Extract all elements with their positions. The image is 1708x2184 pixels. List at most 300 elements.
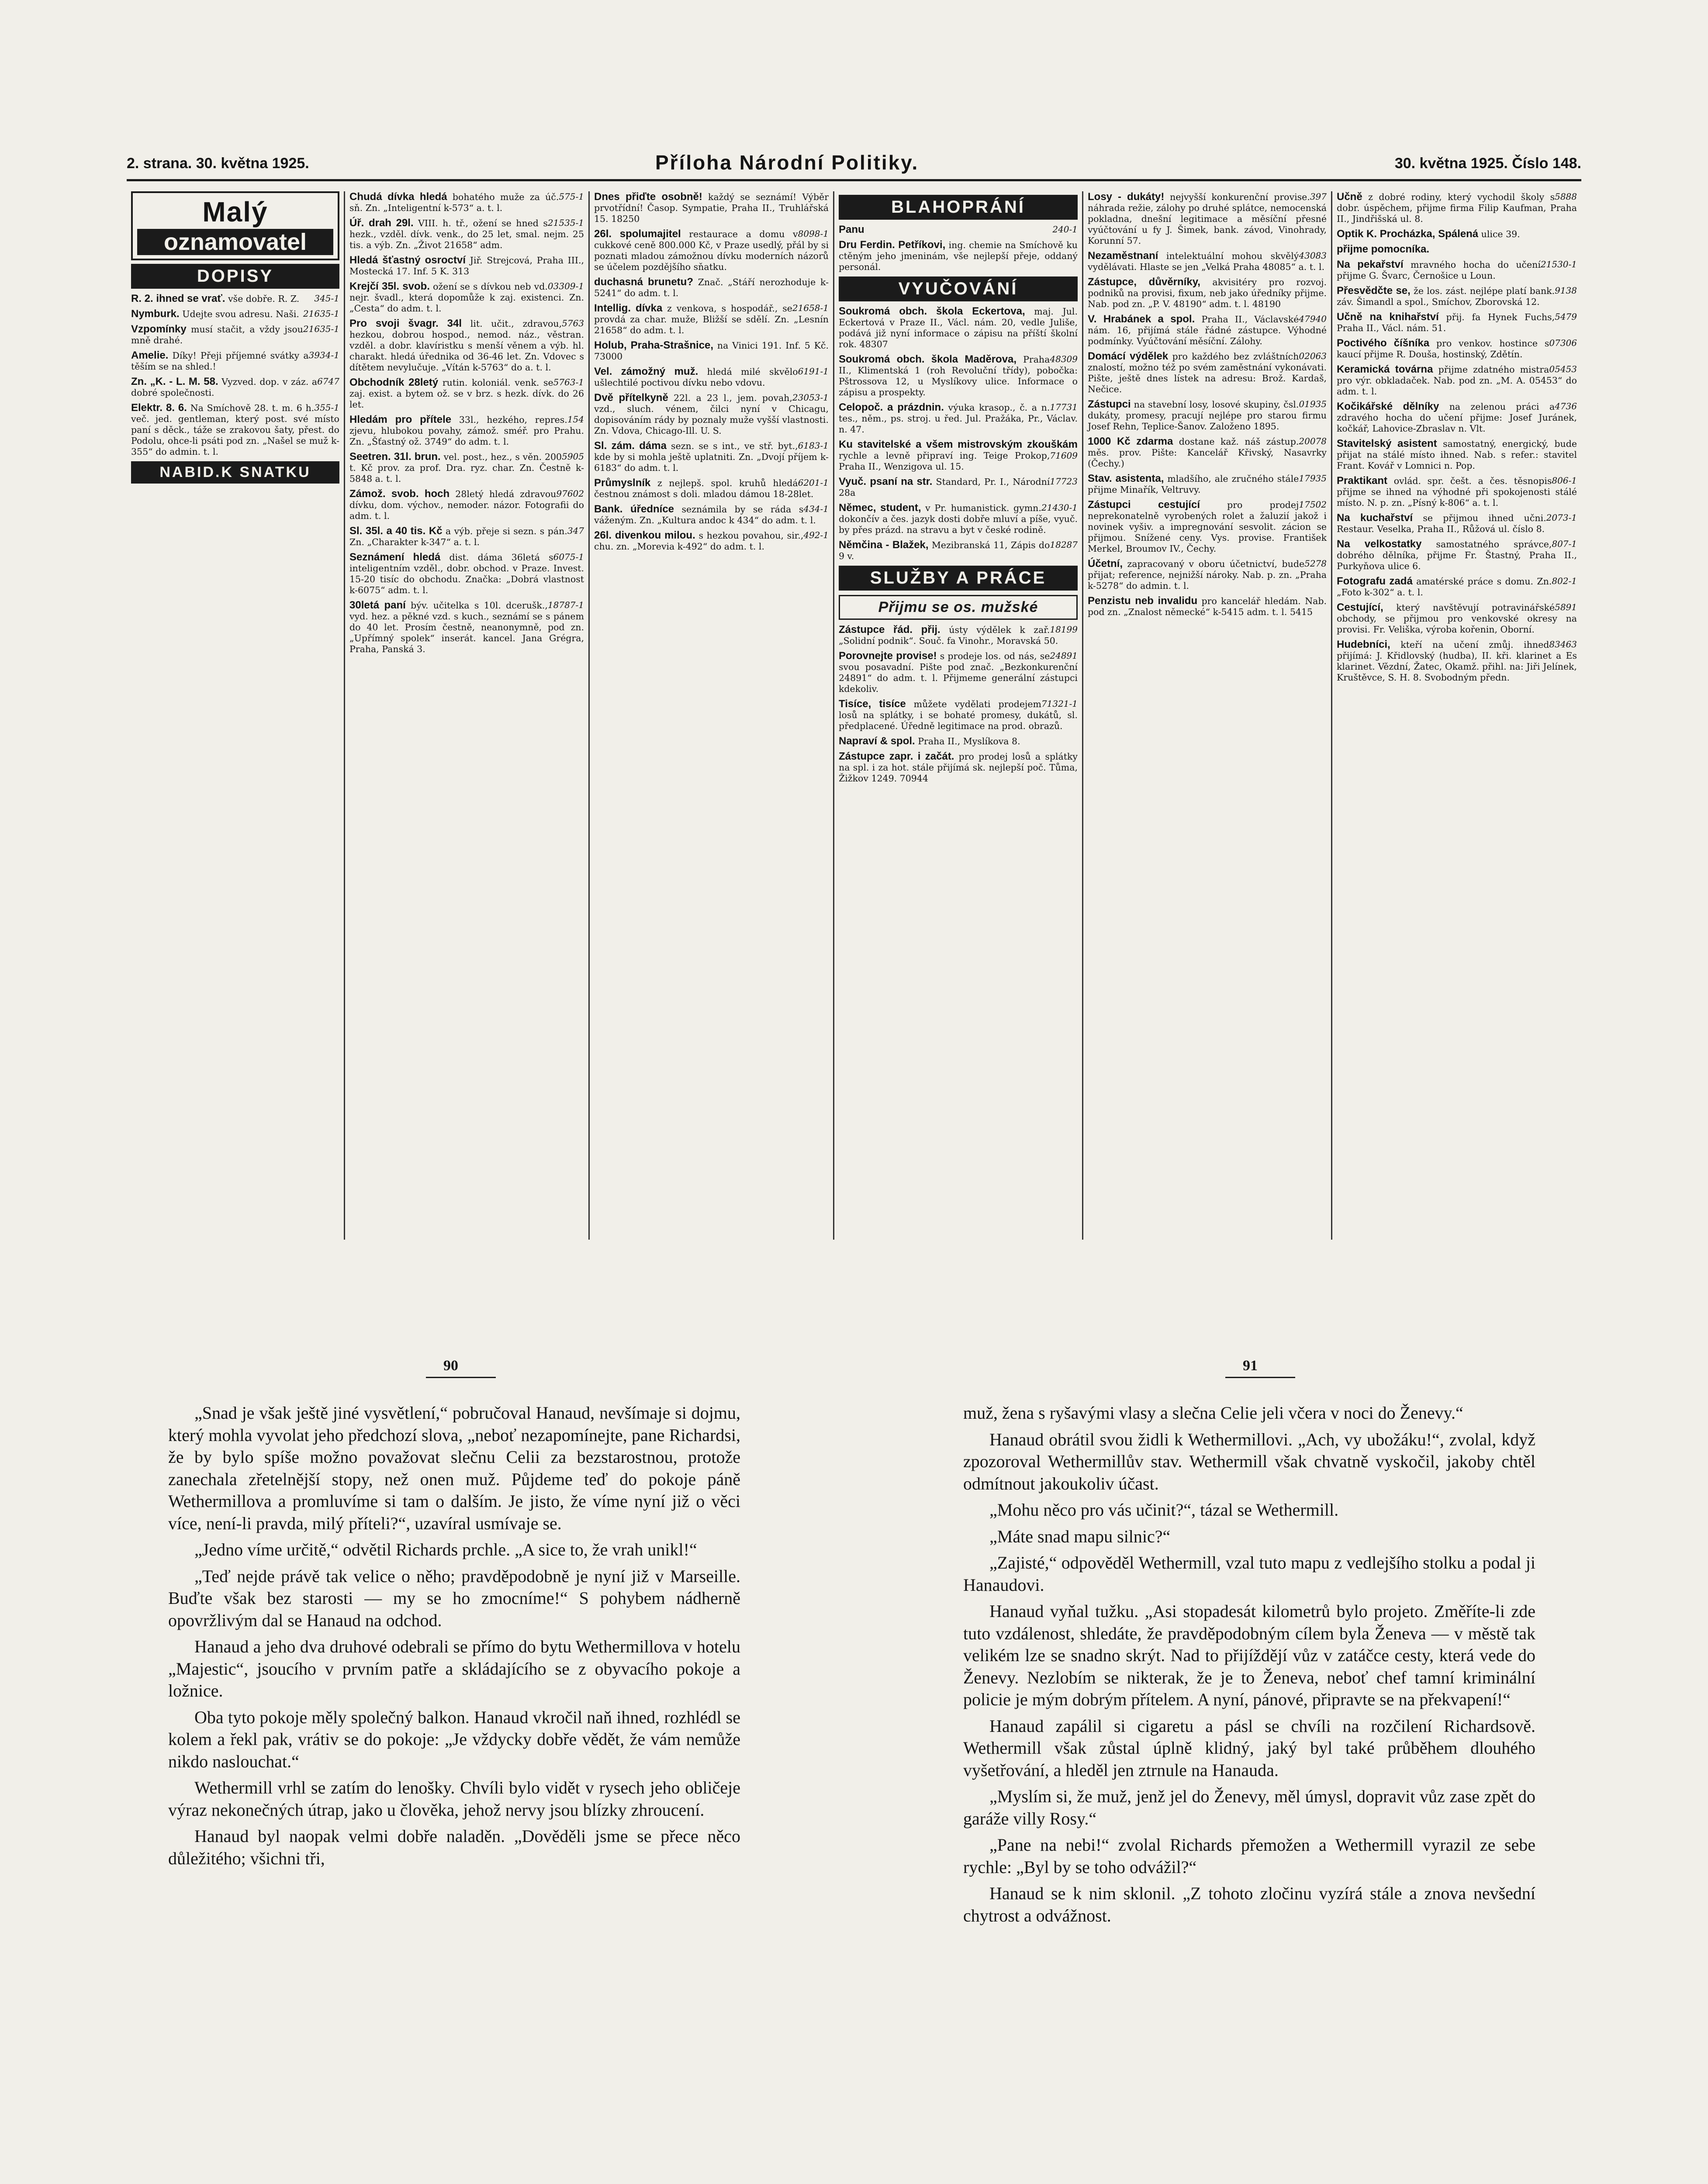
ad-headline: 1000 Kč zdarma bbox=[1088, 435, 1173, 447]
ad-number: 21535-1 bbox=[547, 218, 584, 228]
ad-headline: Vzpomínky bbox=[131, 323, 187, 335]
classified-ad bbox=[594, 477, 829, 500]
ad-text: nejvyšší konkurenční provise. náhrada režie, zálohy po druhé splátce, nemocenská pokladna, dnešní legitimace a měsíční přesné vyúčtování u fy J. Šimek, bank. závod, Vinohrady, Korunní 57. bbox=[1088, 192, 1327, 246]
ad-text: ovlád. spr. češt. a čes. těsnopis přijme se ihned na výhodné při spokojenosti stálé místo. N. p. zn. „Písný k-806“ a. t. l. bbox=[1337, 476, 1577, 508]
classified-ad bbox=[594, 504, 829, 526]
classified-ad bbox=[131, 293, 339, 304]
ad-headline: Ku stavitelské a všem mistrovským zkouškám bbox=[839, 439, 1078, 450]
classified-ad bbox=[594, 228, 829, 273]
ad-headline: Nymburk. bbox=[131, 308, 180, 320]
ad-number: 5763-1 bbox=[553, 377, 584, 387]
ad-headline: Fotografu zadá bbox=[1337, 575, 1413, 587]
ad-text: pro kancelář hledám. Nab. pod zn. „Znalost německé“ k-5415 adm. t. l. 5415 bbox=[1088, 596, 1327, 617]
ad-list bbox=[839, 306, 1078, 562]
ad-headline: Zámož. svob. hoch bbox=[349, 488, 450, 500]
header-left: 2. strana. 30. května 1925. bbox=[127, 155, 309, 172]
ad-number: 807-1 bbox=[1552, 539, 1577, 549]
ad-text: dostane kaž. náš zástup. měs. prov. Pište: Kancelář Křivský, Nasavrky (Čechy.) bbox=[1088, 436, 1327, 469]
page-number-left: 90 bbox=[443, 1358, 458, 1374]
ad-headline: Panu bbox=[839, 224, 864, 235]
story-paragraph: „Mohu něco pro vás učinit?“, tázal se Wethermill. bbox=[989, 1500, 1339, 1520]
classified-ad bbox=[1088, 595, 1327, 618]
ad-text: Na Smíchově 28. t. m. 6 h. več. jed. gentleman, který post. své místo paní s děck., táže se zrakovou šaty, přest. do Podolu, ohce-li psáti pod zn. „Našel se muž k-355“ do admin. t. l. bbox=[131, 403, 339, 457]
classified-ad bbox=[1337, 438, 1577, 471]
ad-text: amatérské práce s domu. Zn. „Foto k-302“ a. t. l. bbox=[1337, 576, 1552, 598]
ad-headline: R. 2. ihned se vrať. bbox=[131, 293, 225, 304]
classified-ad bbox=[131, 324, 339, 346]
ad-text: ing. chemie na Smíchově ku ctěným jeho jmeninám, vše nejlepší přeje, oddaný personál. bbox=[839, 240, 1078, 272]
ad-number: 21635-1 bbox=[303, 308, 339, 319]
ad-text: Mezibranská 11, Zápis do 9 v. bbox=[839, 540, 1050, 561]
classified-ad bbox=[839, 539, 1078, 562]
story-paragraph: Hanaud vyňal tužku. „Asi stopadesát kilometrů bylo projeto. Změříte-li zde tuto vzdálenost, shledáte, že pravděpodobným cílem byla Ženeva — v městě tak velikém lze se snadno skrýt. Nad to přijíždějí vůz v zatáčce cesty, která vede do Ženevy. Nezlobím se nikterak, že je to Ženeva, neboť chef tamní kriminální policie je mým dobrým přítelem. A nyní, pánové, připravte se na překvapení!“ bbox=[963, 1601, 1535, 1709]
classified-column-6 bbox=[1332, 191, 1581, 1240]
ad-headline: Úř. drah 29l. bbox=[349, 217, 414, 229]
ad-text: pro prodej neprekonatelně vyrobených rolet a žaluzií jakož i novinek vyšiv. a impregnování sesvolit. zácion se přijmou. Snížené ceny. Vys. provise. František Merkel, Broumov IV., Čechy. bbox=[1088, 500, 1327, 554]
ad-number: 6075-1 bbox=[553, 552, 584, 562]
ad-text: dist. dáma 36letá s inteligentním vzděl., dobr. obchod. v Praze. Invest. 15-20 tisíc do obchodu. Značka: „Dobrá vlastnost k-6075“ adm. t. l. bbox=[349, 552, 584, 595]
section-blahoprani: BLAHOPRÁNÍ bbox=[839, 195, 1078, 220]
ad-text: 28letý hledá zdravou dívku, dom. výchov., nemoder. názor. Fotografii do adm. t. l. bbox=[349, 489, 584, 521]
classified-ad bbox=[349, 451, 584, 484]
ad-number: 47940 bbox=[1299, 314, 1327, 324]
ad-headline: Dru Ferdin. Petříkovi, bbox=[839, 239, 946, 251]
ad-number: 18199 bbox=[1050, 624, 1078, 635]
section-vyucovani: VYUČOVÁNÍ bbox=[839, 276, 1078, 301]
classified-ad bbox=[1337, 285, 1577, 308]
ad-number: 434-1 bbox=[803, 504, 829, 514]
ad-headline: Vel. zámožný muž. bbox=[594, 366, 698, 377]
ad-headline: Sl. 35l. a 40 tis. Kč bbox=[349, 525, 443, 537]
ad-list bbox=[1337, 191, 1577, 683]
classified-column-3 bbox=[590, 191, 834, 1240]
classified-ad bbox=[1337, 244, 1577, 255]
ad-number: 240-1 bbox=[1052, 224, 1078, 235]
ad-text: zapracovaný v oboru účetnictví, bude přijat; reference, nejnižší nároky. Nab. p. zn. „Praha k-5278“ do admin. t. l. bbox=[1088, 559, 1327, 591]
ad-headline: Hledám pro přítele bbox=[349, 414, 452, 425]
ad-text: na Vinici 191. Inf. 5 Kč. 73000 bbox=[594, 340, 829, 362]
ad-text: výuka krasop., č. a n. tes., něm., ps. stroj. u řed. Jul. Pražáka, Pr., Václav. n. 47. bbox=[839, 402, 1078, 435]
story-right-column bbox=[963, 1402, 1535, 1931]
ad-text: mladšího, ale zručného stále přijme Minařík, Veltruvy. bbox=[1088, 473, 1299, 495]
ad-headline: Seznámení hledá bbox=[349, 551, 441, 563]
ad-headline: Obchodník 28letý bbox=[349, 377, 439, 388]
classified-ad bbox=[839, 698, 1078, 732]
classified-ad bbox=[349, 281, 584, 314]
ad-text: Udejte svou adresu. Naši. bbox=[179, 309, 299, 319]
classified-ad bbox=[839, 502, 1078, 536]
ad-text: z nejlepš. spol. kruhů hledá čestnou známost s doli. mladou dámou 18-28let. bbox=[594, 478, 814, 499]
ad-text: ulice 39. bbox=[1478, 229, 1520, 239]
ad-number: 83463 bbox=[1549, 639, 1577, 650]
classified-ad bbox=[1088, 558, 1327, 591]
classifieds-area bbox=[127, 191, 1581, 1240]
ad-number: 5905 bbox=[562, 451, 584, 462]
ad-headline: Penzistu neb invalidu bbox=[1088, 595, 1198, 607]
ad-headline: Stavitelský asistent bbox=[1337, 438, 1437, 449]
classified-ad bbox=[594, 366, 829, 388]
ad-text: že los. zást. nejlépe platí bank. záv. Šimandl a spol., Smíchov, Zborovská 12. bbox=[1337, 286, 1555, 307]
story-paragraph: „Jedno víme určitě,“ odvětil Richards prchle. „A sice to, že vrah unikl!“ bbox=[194, 1540, 697, 1559]
ad-headline: Napraví & spol. bbox=[839, 735, 915, 747]
ad-text: pro venkov. hostince s kaucí přijme R. Douša, hostinský, Zdětín. bbox=[1337, 338, 1549, 359]
story-paragraph: „Myslím si, že muž, jenž jel do Ženevy, měl úmysl, dopravit vůz zase zpět do garáže villy Rosy.“ bbox=[963, 1787, 1535, 1828]
ad-number: 8098-1 bbox=[798, 228, 829, 239]
classified-ad bbox=[594, 392, 829, 436]
story-paragraph: Hanaud zapálil si cigaretu a pásl se chvíli na rozčilení Richardsově. Wethermill však zůstal úplně klidný, jaký byl také průběhem dlouhého vyšetřování, a hleděl jen ztrnule na Hanauda. bbox=[963, 1716, 1535, 1780]
ad-text: s prodeje los. od nás, se svou posavadní. Pište pod znač. „Bezkonkurenční 24891“ do adm. t. l. Přijmeme generální zástupci kdekoliv. bbox=[839, 651, 1078, 694]
ad-text: vel. post., hez., s věn. 200 t. Kč prov. za prof. Dra. ryz. char. Zn. Čestně k-5848 a. t. l. bbox=[349, 452, 584, 484]
ad-text: na stavební losy, losové skupiny, čsl. dukáty, promesy, pracují nejlépe pro starou firmu Josef Rehn, Teplice-Šanov. Založeno 1895. bbox=[1088, 399, 1327, 432]
ad-headline: Dvě přítelkyně bbox=[594, 392, 668, 404]
ad-headline: Zástupce, důvěrníky, bbox=[1088, 276, 1200, 288]
classified-ad bbox=[1088, 250, 1327, 273]
ad-text: vše dobře. R. Z. bbox=[225, 294, 300, 304]
ad-number: 4736 bbox=[1555, 401, 1577, 411]
classified-ad bbox=[1337, 228, 1577, 240]
ad-text: restaurace a domu v cukkové ceně 800.000 Kč, v Praze usedlý, přál by si poznati mladou zámožnou dívku moderních názorů se účelem pozdějšího sňatku. bbox=[594, 229, 829, 272]
ad-headline: Pro svoji švagr. 34l bbox=[349, 318, 462, 329]
ad-number: 18287 bbox=[1050, 539, 1078, 550]
ad-number: 17502 bbox=[1299, 499, 1327, 510]
ad-headline: Němec, student, bbox=[839, 502, 921, 514]
maly-oznamovatel-logo bbox=[131, 191, 339, 260]
ad-headline: Sl. zám. dáma bbox=[594, 440, 667, 452]
ad-text: z venkova, s hospodář., se provdá za char. muže, Bližší se sdělí. Zn. „Lesnín 21658“ do adm. t. l. bbox=[594, 303, 829, 335]
ad-headline: Učně na knihařství bbox=[1337, 311, 1439, 323]
ad-text: který navštěvují potravinářské obchody, se přijmou pro venkovské okresy na provisi. Fr. Veliška, výroba kořenin, Oborní. bbox=[1337, 602, 1577, 635]
ad-number: 5479 bbox=[1555, 311, 1577, 322]
ad-number: 492-1 bbox=[803, 530, 829, 540]
ad-text: v Pr. humanistick. gymn. dokončív a čes. jazyk dosti dobře mluví a píše, vyuč. by přes prázd. na stravu a byt v české rodině. bbox=[839, 503, 1078, 535]
ad-text: samostatného správce, dobrého dělníka, přijme Fr. Štastný, Praha II., Purkyňova ulice 6. bbox=[1337, 539, 1577, 571]
ad-headline: Optik K. Procházka, Spálená bbox=[1337, 228, 1479, 240]
ad-headline: Amelie. bbox=[131, 349, 169, 361]
classified-ad bbox=[594, 530, 829, 552]
ad-text: na zelenou práci a zdravého hocha do učení přijme: Josef Juránek, kočkář, Lahovice-Zbraslav n. Vlt. bbox=[1337, 401, 1577, 434]
ad-number: 347 bbox=[567, 525, 584, 536]
header-title: Příloha Národní Politiky. bbox=[655, 151, 919, 174]
ad-text: kteří na učení zmůj. ihned přijímá: J. Křidlovský (hudba), II. kři. klarinet a Es klarinet. Vězdní, Žatec, Okamž. přihl. na: Jiři Jelínek, Kruštěvce, S. H. 8. Svobodným předn. bbox=[1337, 639, 1577, 683]
logo-line-2: oznamovatel bbox=[137, 229, 333, 255]
story-paragraph: „Pane na nebi!“ zvolal Richards přemožen a Wethermill vyrazil ze sebe rychle: „Byl by se toho odvážil?“ bbox=[963, 1835, 1535, 1877]
classified-ad bbox=[131, 350, 339, 372]
ad-list bbox=[1088, 191, 1327, 618]
ad-number: 24891 bbox=[1050, 650, 1078, 661]
ad-number: 43083 bbox=[1299, 250, 1327, 261]
ad-headline: Bank. úředníce bbox=[594, 503, 674, 515]
classified-ad bbox=[349, 191, 584, 214]
ad-text: Praha II., Klimentská 1 (roh Revoluční třídy), pobočka: Pštrossova 12, u Myslíkovy ulice. Informace o zápisu a prospekty. bbox=[839, 354, 1078, 397]
ad-number: 6747 bbox=[317, 376, 339, 387]
ad-text: Znač. „Stáří nerozhoduje k-5241“ do adm. t. l. bbox=[594, 277, 829, 298]
classified-ad bbox=[1088, 473, 1327, 495]
ad-text: Vyzved. dop. v záz. a dobré společnosti. bbox=[131, 377, 318, 398]
classified-ad bbox=[349, 255, 584, 277]
classified-ad bbox=[594, 440, 829, 473]
ad-headline: Zástupci cestující bbox=[1088, 499, 1200, 511]
ad-list bbox=[839, 224, 1078, 273]
story-paragraph: „Snad je však ještě jiné vysvětlení,“ pobručoval Hanaud, nevšímaje si dojmu, který mohla vyvolat jeho předchozí slova, „neboť nezapomínejte, pane Richardsi, že by bylo spíše možno považovat slečnu Celii za bezstarostnou, protože zanechala zřetelnější stopy, než onen muž. Půjdeme teď do pokoje páně Wethermillova a promluvíme si tam o dalším. Je jisto, že víme nyní již o věci více, není-li pravda, milý příteli?“, uzavíral usmívaje se. bbox=[168, 1403, 740, 1533]
classified-ad bbox=[131, 308, 339, 320]
classified-ad bbox=[839, 306, 1078, 350]
ad-headline: Na pekařství bbox=[1337, 259, 1404, 270]
ad-headline: Učně bbox=[1337, 191, 1362, 203]
ad-text: Praha II., Myslíkova 8. bbox=[915, 736, 1020, 746]
ad-headline: Seetren. 31l. brun. bbox=[349, 451, 441, 463]
ad-text: býv. učitelka s 10l. dcerušk., vyd. hez. a pěkné vzd. s kuch., seznámí se s pánem do 40 let. Prosím čestně, neanonymně, pod zn. „Upřímný spolek“ inserát. kancel. Jana Grégra, Praha, Panská 3. bbox=[349, 600, 584, 654]
ad-headline: Stav. asistenta, bbox=[1088, 473, 1164, 484]
story-paragraph: Hanaud a jeho dva druhové odebrali se přímo do bytu Wethermillova v hotelu „Majestic“, jsoucího v prvním patře a skládajícího se z obyvacího pokoje a ložnice. bbox=[168, 1637, 740, 1700]
ad-number: 21530-1 bbox=[1540, 259, 1577, 270]
ad-number: 03309-1 bbox=[547, 281, 584, 291]
classified-ad bbox=[349, 600, 584, 655]
ad-text: seznámila by se ráda s váženým. Zn. „Kultura andoc k 434“ do adm. t. l. bbox=[594, 504, 816, 525]
ad-text: akvisitéry pro rozvoj. podniků na provisi, fixum, neb jako úředníky přijme. Nab. pod zn. „P. V. 48190“ adm. t. l. 48190 bbox=[1088, 277, 1327, 309]
ad-headline: Vyuč. psaní na str. bbox=[839, 476, 933, 487]
ad-number: 5763 bbox=[562, 318, 584, 328]
ad-number: 575-1 bbox=[559, 191, 584, 202]
classified-ad bbox=[1337, 639, 1577, 683]
story-paragraph: Oba tyto pokoje měly společný balkon. Hanaud vkročil naň ihned, rozhlédl se kolem a řekl pak, vrátiv se do pokoje: „Je vždycky dobře vědět, že vám nemůže nikdo naslouchat.“ bbox=[168, 1707, 740, 1771]
ad-text: ústy výdělek k zař. „Solidní podnik“. Souč. fa Vinohr., Moravská 50. bbox=[839, 625, 1058, 646]
classified-ad bbox=[349, 525, 584, 548]
ad-text: rutin. koloniál. venk. se zaj. exist. a bytem ož. se v brz. s hezk. dívk. do 26 let. bbox=[349, 377, 584, 410]
ad-number: 23053-1 bbox=[792, 392, 829, 403]
story-paragraph: „Zajisté,“ odpověděl Wethermill, vzal tuto mapu z vedlejšího stolku a podal ji Hanaudovi. bbox=[963, 1553, 1535, 1595]
page-number-right: 91 bbox=[1243, 1358, 1258, 1374]
classified-ad bbox=[839, 439, 1078, 472]
classified-ad bbox=[594, 191, 829, 225]
ad-headline: 26l. spolumajitel bbox=[594, 228, 681, 240]
ad-text: mravného hocha do učení přijme G. Švarc, Černošice u Loun. bbox=[1337, 259, 1541, 281]
classified-ad bbox=[1337, 602, 1577, 635]
ad-text: přij. fa Hynek Fuchs, Praha II., Václ. nám. 51. bbox=[1337, 312, 1555, 333]
ad-text: intelektuální mohou skvělý vydělávati. Hlaste se jen „Velká Praha 48085“ a. t. l. bbox=[1088, 251, 1325, 272]
classified-ad bbox=[1088, 314, 1327, 347]
classified-ad bbox=[1337, 512, 1577, 535]
ad-headline: Tisíce, tisíce bbox=[839, 698, 906, 710]
ad-number: 17723 bbox=[1050, 476, 1078, 487]
section-sluzby: SLUŽBY A PRÁCE bbox=[839, 566, 1078, 591]
ad-text: sezn. se s int., ve stř. byt., kde by si mohla ještě uplatniti. Zn. „Dvojí příjem k-6183“ do adm. t. l. bbox=[594, 441, 829, 473]
story-paragraph: Hanaud byl naopak velmi dobře naladěn. „Dověděli jsme se přece něco důležitého; všichni tři, bbox=[168, 1826, 740, 1868]
ad-headline: Chudá dívka hledá bbox=[349, 191, 447, 203]
ad-headline: Kočikářské dělníky bbox=[1337, 401, 1439, 412]
story-left-column bbox=[168, 1402, 740, 1874]
ad-text: Standard, Pr. I., Národní 28a bbox=[839, 477, 1050, 498]
ad-headline: Krejčí 35l. svob. bbox=[349, 280, 430, 292]
ad-headline: Soukromá obch. škola Maděrova, bbox=[839, 353, 1017, 365]
story-paragraph: „Teď nejde právě tak velice o něho; pravděpodobně je nyní již v Marseille. Buďte však bez starosti — my se ho zmocníme!“ S pohybem nádherně opovržlivým dal se Hanaud na odchod. bbox=[168, 1566, 740, 1630]
ad-number: 01935 bbox=[1299, 399, 1327, 409]
ad-number: 20078 bbox=[1299, 436, 1327, 446]
ad-number: 5888 bbox=[1555, 191, 1577, 202]
ad-headline: Porovnejte provise! bbox=[839, 650, 937, 662]
classified-ad bbox=[839, 239, 1078, 273]
classified-ad bbox=[349, 377, 584, 410]
classified-ad bbox=[1337, 364, 1577, 397]
page-number-rule-right bbox=[1225, 1377, 1295, 1378]
ad-list bbox=[594, 191, 829, 552]
story-paragraph: Hanaud se k nim sklonil. „Z tohoto zločinu vyzírá stále a znova nevšední chytrost a odvážnost. bbox=[963, 1883, 1535, 1925]
ad-headline: Nezaměstnaní bbox=[1088, 250, 1158, 262]
classified-ad bbox=[349, 318, 584, 373]
ad-text: VIII. h. tř., ožení se hned s hezk., vzděl. dívk. venk., do 25 let, smal. nejm. 25 tis. a výb. Zn. „Život 21658“ adm. bbox=[349, 218, 584, 250]
classified-ad bbox=[1088, 351, 1327, 395]
story-paragraph: Hanaud obrátil svou židli k Wethermillovi. „Ach, vy ubožáku!“, zvolal, když zpozoroval Wethermillův stav. Wethermill však chvatně vyskočil, jakoby chtěl odmítnout jakoukoliv účast. bbox=[963, 1429, 1535, 1493]
classified-ad bbox=[1337, 259, 1577, 281]
ad-headline: Domácí výdělek bbox=[1088, 350, 1169, 362]
ad-headline: Němčina - Blažek, bbox=[839, 539, 929, 551]
classified-ad bbox=[1337, 475, 1577, 508]
classified-ad bbox=[1088, 436, 1327, 469]
classified-ad bbox=[349, 552, 584, 596]
ad-number: 5891 bbox=[1555, 602, 1577, 612]
header-right: 30. května 1925. Číslo 148. bbox=[1394, 155, 1581, 172]
ad-headline: Průmyslník bbox=[594, 477, 651, 489]
classified-ad bbox=[1337, 576, 1577, 598]
classified-ad bbox=[594, 276, 829, 299]
ad-headline: V. Hrabánek a spol. bbox=[1088, 313, 1195, 325]
ad-headline: Zn. „K. - L. M. 58. bbox=[131, 376, 218, 387]
classified-ad bbox=[1337, 539, 1577, 572]
ad-number: 9138 bbox=[1555, 285, 1577, 296]
ad-number: 6191-1 bbox=[798, 366, 829, 377]
ad-text: a výb. přeje si sezn. s pán. Zn. „Charakter k-347“ a. t. l. bbox=[349, 526, 567, 547]
ad-headline: Keramická továrna bbox=[1337, 363, 1433, 375]
classified-ad bbox=[349, 218, 584, 251]
ad-number: 6201-1 bbox=[798, 477, 829, 488]
classified-ad bbox=[594, 340, 829, 362]
classified-ad bbox=[839, 476, 1078, 498]
ad-headline: Přesvědčte se, bbox=[1337, 285, 1411, 297]
story-paragraph: „Máte snad mapu silnic?“ bbox=[989, 1526, 1171, 1546]
ad-text: musí stačit, a vždy jsou mně drahé. bbox=[131, 324, 303, 346]
ad-number: 397 bbox=[1310, 191, 1327, 202]
classified-ad bbox=[349, 488, 584, 522]
ad-number: 02063 bbox=[1299, 351, 1327, 361]
ad-headline: Hudebníci, bbox=[1337, 639, 1390, 650]
ad-headline: přijme pomocníka. bbox=[1337, 243, 1430, 255]
ad-text: Praha II., Václavské nám. 16, přijímá stále řádné zástupce. Výhodné podmínky. Vyúčtování měsíční. Zálohy. bbox=[1088, 314, 1327, 346]
ad-text: 22l. a 23 l., jem. povah, vzd., sluch. vénem, čilci nyní v Chicagu, dopisováním rády by poznaly muže vyšší vlastnosti. Zn. Vdova, Chicago-Ill. U. S. bbox=[594, 393, 829, 436]
ad-text: lit. učit., zdravou, hezkou, dobrou hospod., nemod. náz., věstran. vzděl. a dobr. klavíristku s menší věnem a výb. hl. charakt. hledá úřednika od 36-46 let. Zn. Vdovec s dítětem nevylučuje. „Vítán k-5763“ do a. t. l. bbox=[349, 318, 584, 373]
story-paragraph: Wethermill vrhl se zatím do lenošky. Chvíli bylo vidět v rysech jeho obličeje výraz nekonečných útrap, jako u člověka, jehož nervy jsou blízky zhroucení. bbox=[168, 1778, 740, 1820]
ad-headline: Zástupci bbox=[1088, 398, 1131, 410]
classified-ad bbox=[1337, 401, 1577, 434]
ad-headline: Hledá šťastný osroctví bbox=[349, 254, 466, 266]
ad-number: 71321-1 bbox=[1041, 698, 1078, 709]
ad-headline: Účetní, bbox=[1088, 558, 1123, 570]
ad-number: 17935 bbox=[1299, 473, 1327, 484]
ad-text: z dobré rodiny, který vychodil školy s dobr. úspěchem, přijme firma Filip Kaufman, Praha II., Jindřišská ul. 8. bbox=[1337, 192, 1577, 224]
section-nabid: NABID.K SNATKU bbox=[131, 461, 339, 484]
ad-number: 154 bbox=[567, 414, 584, 425]
logo-line-1: Malý bbox=[202, 196, 268, 228]
header-rule bbox=[127, 179, 1581, 181]
ad-headline: Elektr. 8. 6. bbox=[131, 402, 187, 414]
ad-list bbox=[349, 191, 584, 655]
ad-headline: Celopoč. a prázdnin. bbox=[839, 401, 944, 413]
ad-headline: Zástupce řád. přij. bbox=[839, 624, 940, 636]
ad-number: 2073-1 bbox=[1546, 512, 1577, 523]
classified-ad bbox=[594, 303, 829, 336]
ad-headline: Praktikant bbox=[1337, 475, 1388, 487]
ad-text: samostatný, energický, bude přijat na stálé místo ihned. Nab. s refer.: stavitel Frant. Kovář v Lomnici n. Pop. bbox=[1337, 439, 1577, 471]
ad-list bbox=[131, 293, 339, 457]
classified-ad bbox=[1337, 311, 1577, 334]
classified-ad bbox=[839, 224, 1078, 235]
ad-text: Díky! Přeji příjemné svátky a těším se na shled.! bbox=[131, 350, 309, 372]
ad-number: 21658-1 bbox=[792, 303, 829, 313]
ad-number: 07306 bbox=[1549, 338, 1577, 348]
classified-ad bbox=[839, 650, 1078, 695]
ad-text: s hezkou povahou, sir., chu. zn. „Morevia k-492“ do adm. t. l. bbox=[594, 530, 804, 552]
page-number-rule-left bbox=[426, 1377, 496, 1378]
ad-number: 21635-1 bbox=[303, 324, 339, 334]
ad-headline: Zástupce zapr. i začát. bbox=[839, 750, 954, 762]
ad-number: 806-1 bbox=[1552, 475, 1577, 486]
ad-number: 6183-1 bbox=[798, 440, 829, 451]
ad-number: 802-1 bbox=[1552, 576, 1577, 586]
section-prijmu: Přijmu se os. mužské bbox=[839, 595, 1078, 620]
ad-text: se přijmou ihned učni. Restaur. Veselka, Praha II., Růžová ul. číslo 8. bbox=[1337, 513, 1546, 534]
ad-headline: 30letá paní bbox=[349, 599, 406, 611]
ad-number: 48309 bbox=[1050, 354, 1078, 364]
ad-headline: Dnes přiďte osobně! bbox=[594, 191, 702, 203]
ad-number: 97602 bbox=[556, 488, 584, 499]
ad-text: každý se seznámí! Výběr prvotřídní! Časop. Sympatie, Praha II., Truhlářská 15. 18250 bbox=[594, 192, 829, 224]
classified-ad bbox=[839, 736, 1078, 747]
ad-text: 33l., hezkého, repres. zjevu, hlubokou povahy, zámož. sméř. pro Prahu. Zn. „Šťastný ož. 3749“ do adm. t. l. bbox=[349, 415, 584, 447]
ad-number: 18787-1 bbox=[547, 600, 584, 610]
classified-column-5 bbox=[1083, 191, 1332, 1240]
classified-ad bbox=[1088, 191, 1327, 246]
ad-text: přijme zdatného mistra pro výr. obkladaček. Nab. pod zn. „M. A. 05453“ do adm. t. l. bbox=[1337, 364, 1577, 397]
page-header bbox=[127, 151, 1581, 177]
classified-column-2 bbox=[345, 191, 590, 1240]
ad-number: 345-1 bbox=[314, 293, 339, 304]
ad-number: 21430-1 bbox=[1041, 502, 1078, 513]
classified-ad bbox=[839, 402, 1078, 435]
ad-text: pro prodej losů a splátky na spl. i za hot. stále přijímá sk. nejlepší poč. Tůma, Žižkov 1249. 70944 bbox=[839, 751, 1078, 784]
classified-column-4 bbox=[834, 191, 1083, 1240]
ad-headline: 26l. divenkou milou. bbox=[594, 529, 695, 541]
ad-text: maj. Jul. Eckertová v Praze II., Václ. nám. 20, vedle Juliše, podává již nyní informace o zápisu na příští školní rok. 48307 bbox=[839, 306, 1078, 349]
classified-ad bbox=[839, 751, 1078, 784]
ad-number: 17731 bbox=[1050, 402, 1078, 412]
classified-column-1 bbox=[127, 191, 345, 1240]
classified-ad bbox=[131, 376, 339, 398]
ad-text: Jiř. Strejcová, Praha III., Mostecká 17. Inf. 5 K. 313 bbox=[349, 255, 584, 276]
classified-ad bbox=[131, 402, 339, 457]
classified-ad bbox=[1088, 499, 1327, 554]
ad-headline: Holub, Praha-Strašnice, bbox=[594, 339, 714, 351]
ad-number: 5278 bbox=[1304, 558, 1327, 569]
ad-number: 3934-1 bbox=[308, 350, 339, 360]
ad-list bbox=[839, 624, 1078, 784]
classified-ad bbox=[839, 624, 1078, 646]
ad-headline: Intellig. dívka bbox=[594, 302, 663, 314]
ad-headline: Soukromá obch. škola Eckertova, bbox=[839, 305, 1025, 317]
ad-headline: Na velkostatky bbox=[1337, 538, 1422, 550]
ad-text: rychle a levně připraví ing. Teige Prokop, Praha II., Wenzigova ul. 15. bbox=[839, 450, 1050, 472]
ad-number: 355-1 bbox=[314, 402, 339, 413]
classified-ad bbox=[349, 414, 584, 447]
ad-text: pro každého bez zvláštních znalostí, možno též po svém zaměstnání vykonávati. Pište, ještě dnes lístek na adresu: Brož. Kardaš, Nečice. bbox=[1088, 351, 1327, 394]
ad-headline: Na kuchařství bbox=[1337, 512, 1413, 524]
